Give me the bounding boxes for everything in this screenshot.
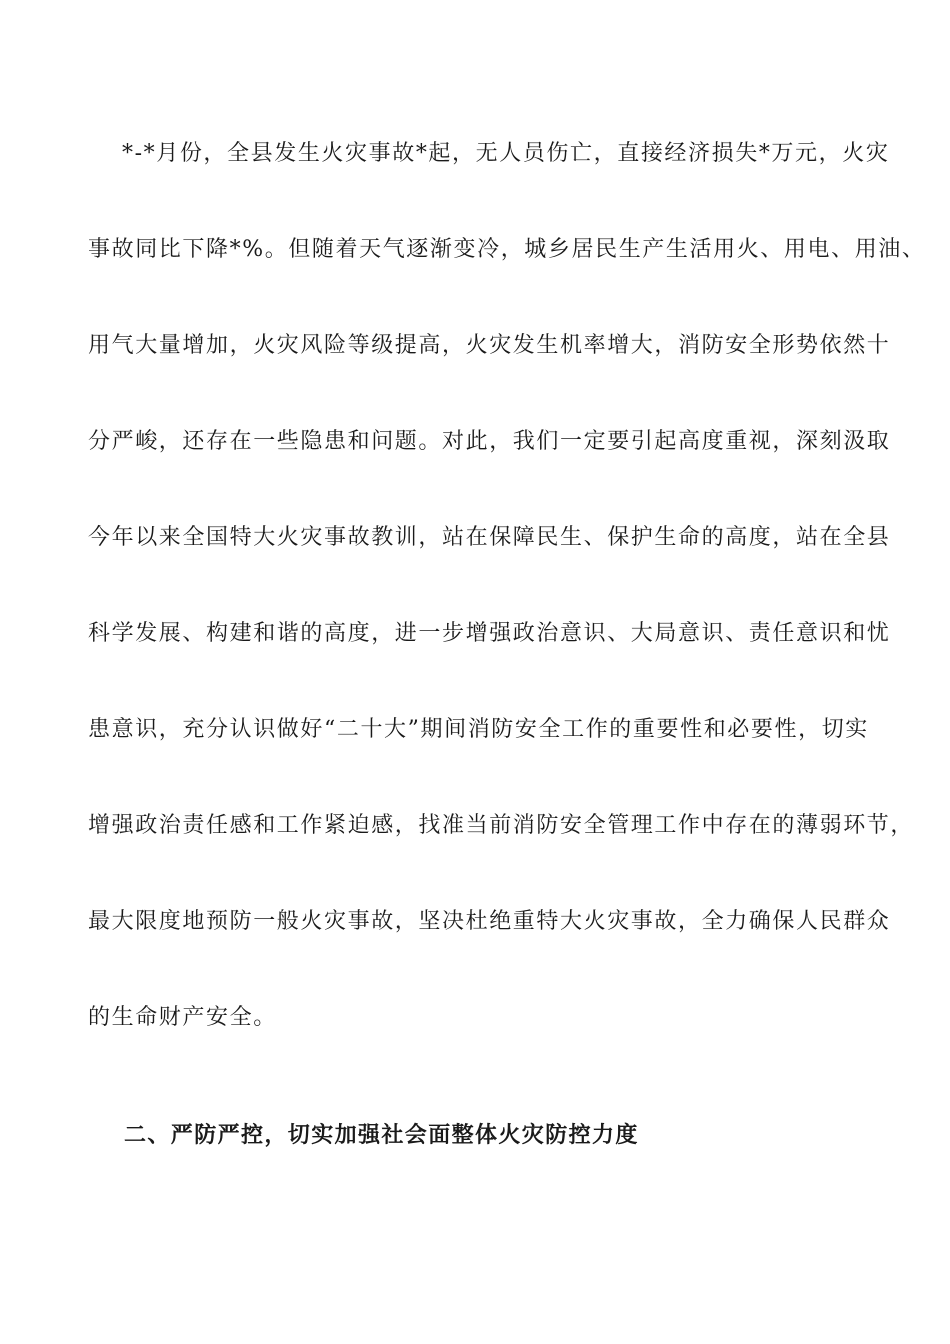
paragraph-line-5: 今年以来全国特大火灾事故教训，站在保障民生、保护生命的高度，站在全县	[88, 525, 891, 550]
paragraph-line-3: 用气大量增加，火灾风险等级提高，火灾发生机率增大，消防安全形势依然十	[88, 333, 891, 358]
paragraph-line-1: *-*月份，全县发生火灾事故*起，无人员伤亡，直接经济损失*万元，火灾	[122, 141, 890, 166]
paragraph-line-7: 患意识，充分认识做好“二十大”期间消防安全工作的重要性和必要性，切实	[88, 717, 869, 742]
paragraph-line-2: 事故同比下降*%。但随着天气逐渐变冷，城乡居民生产生活用火、用电、用油、	[88, 237, 926, 262]
paragraph-line-8: 增强政治责任感和工作紧迫感，找准当前消防安全管理工作中存在的薄弱环节，	[88, 813, 915, 838]
paragraph-line-4: 分严峻，还存在一些隐患和问题。对此，我们一定要引起高度重视，深刻汲取	[88, 429, 891, 454]
section-heading: 二、严防严控，切实加强社会面整体火灾防控力度	[124, 1122, 639, 1148]
paragraph-line-10: 的生命财产安全。	[88, 1005, 277, 1030]
paragraph-line-6: 科学发展、构建和谐的高度，进一步增强政治意识、大局意识、责任意识和忧	[88, 621, 891, 646]
paragraph-line-9: 最大限度地预防一般火灾事故，坚决杜绝重特大火灾事故，全力确保人民群众	[88, 909, 891, 934]
